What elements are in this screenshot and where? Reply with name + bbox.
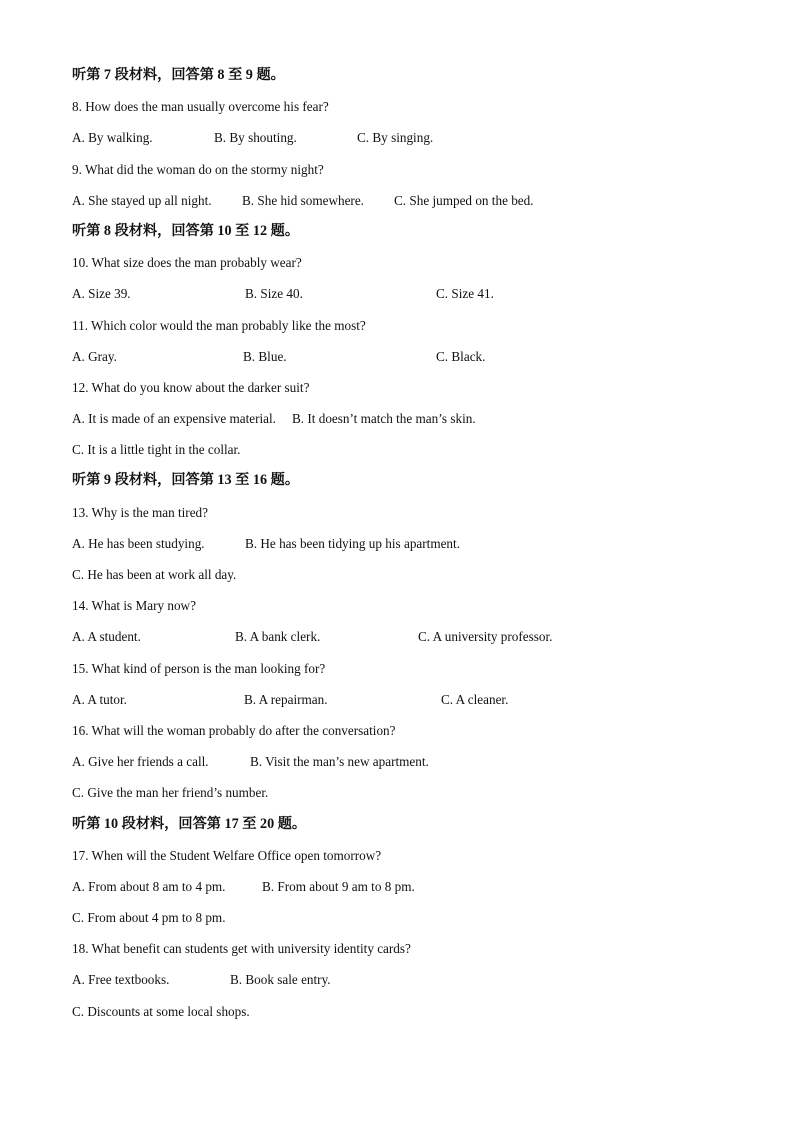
question-14: 14. What is Mary now? (72, 598, 196, 614)
options-row (72, 871, 732, 902)
section-heading: 听第 7 段材料，回答第 8 至 9 题。 (72, 67, 285, 83)
option-a: A. She stayed up all night. (72, 192, 212, 208)
options-row (72, 621, 732, 652)
option-b: B. Size 40. (245, 286, 303, 302)
question-15: 15. What kind of person is the man looking for? (72, 660, 326, 676)
option-c: C. Black. (436, 348, 486, 364)
option-c: C. Give the man her friend’s number. (72, 785, 269, 801)
option-c: C. She jumped on the bed. (394, 192, 534, 208)
option-c: C. He has been at work all day. (72, 567, 237, 582)
option-b: B. From about 9 am to 8 pm. (262, 878, 415, 894)
question-12: 12. What do you know about the darker suit? (72, 379, 310, 395)
options-row (72, 528, 732, 559)
question-16: 16. What will the woman probably do after the conversation? (72, 722, 396, 738)
section-heading: 听第 10 段材料，回答第 17 至 20 题。 (72, 815, 307, 832)
section-heading: 听第 9 段材料，回答第 13 至 16 题。 (72, 472, 300, 489)
option-b: B. She hid somewhere. (242, 192, 364, 208)
options-row (72, 341, 732, 372)
options-row (72, 278, 732, 309)
question-17: 17. When will the Student Welfare Office open tomorrow? (72, 847, 382, 863)
option-a: A. Gray. (72, 348, 117, 364)
option-a: A. Free textbooks. (72, 972, 170, 988)
section-heading: 听第 8 段材料，回答第 10 至 12 题。 (72, 222, 300, 239)
option-a: A. A student. (72, 629, 141, 645)
option-b: B. Visit the man’s new apartment. (250, 754, 429, 770)
option-b: B. A repairman. (244, 691, 328, 707)
option-b: B. It doesn’t match the man’s skin. (292, 411, 476, 427)
option-a: A. Give her friends a call. (72, 754, 209, 770)
question-10: 10. What size does the man probably wear? (72, 255, 302, 271)
option-a: A. A tutor. (72, 691, 127, 707)
option-b: B. He has been tidying up his apartment. (245, 535, 460, 551)
question-9: 9. What did the woman do on the stormy night? (72, 161, 324, 177)
option-c: C. A university professor. (418, 629, 553, 645)
option-c: C. Discounts at some local shops. (72, 1003, 250, 1019)
option-b: B. Book sale entry. (230, 972, 331, 988)
option-a: A. By walking. (72, 130, 153, 146)
question-13: 13. Why is the man tired? (72, 504, 208, 520)
question-18: 18. What benefit can students get with university identity cards? (72, 941, 411, 957)
options-row (72, 964, 732, 995)
options-row (72, 684, 732, 715)
option-c: C. A cleaner. (441, 691, 509, 707)
option-c: C. It is a little tight in the collar. (72, 442, 241, 458)
exam-page (72, 60, 732, 1027)
option-a: A. From about 8 am to 4 pm. (72, 878, 226, 894)
option-c: C. By singing. (357, 130, 434, 146)
question-8: 8. How does the man usually overcome his fear? (72, 99, 329, 115)
option-a: A. He has been studying. (72, 535, 205, 551)
option-b: B. Blue. (243, 348, 287, 364)
option-c: C. Size 41. (436, 286, 494, 302)
options-row (72, 122, 732, 153)
option-b: B. A bank clerk. (235, 629, 321, 645)
options-row (72, 185, 732, 216)
option-a: A. It is made of an expensive material. (72, 411, 276, 427)
options-row (72, 746, 732, 777)
option-a: A. Size 39. (72, 286, 131, 302)
option-b: B. By shouting. (214, 130, 297, 146)
options-row (72, 403, 732, 434)
question-11: 11. Which color would the man probably like the most? (72, 317, 366, 333)
option-c: C. From about 4 pm to 8 pm. (72, 910, 226, 926)
